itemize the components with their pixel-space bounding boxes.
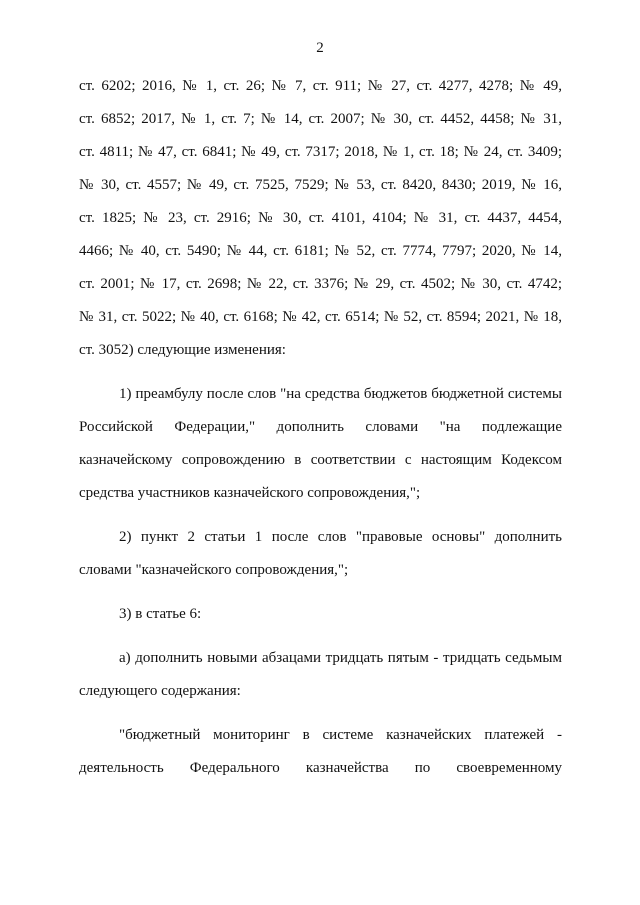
text-line: ст. 1825; № 23, ст. 2916; № 30, ст. 4101, 4104; № 31, ст. 4437, 4454, — [79, 210, 562, 226]
text-line: деятельность Федерального казначейства по своевременному — [79, 760, 562, 776]
text-line: словами "казначейского сопровождения,"; — [79, 562, 349, 578]
text-line: Российской Федерации," дополнить словами "на подлежащие — [79, 419, 562, 435]
text-line: следующего содержания: — [79, 683, 241, 699]
paragraph-first-line: "бюджетный мониторинг в системе казначейских платежей - — [119, 727, 562, 743]
paragraph-first-line: 1) преамбулу после слов "на средства бюджетов бюджетной системы — [119, 386, 562, 402]
text-line: ст. 2001; № 17, ст. 2698; № 22, ст. 3376; № 29, ст. 4502; № 30, ст. 4742; — [79, 276, 562, 292]
text-line: № 30, ст. 4557; № 49, ст. 7525, 7529; № 53, ст. 8420, 8430; 2019, № 16, — [79, 177, 562, 193]
text-line: ст. 3052) следующие изменения: — [79, 342, 286, 358]
text-line: ст. 4811; № 47, ст. 6841; № 49, ст. 7317; 2018, № 1, ст. 18; № 24, ст. 3409; — [79, 144, 562, 160]
page-number: 2 — [316, 40, 324, 56]
paragraph-first-line: 2) пункт 2 статьи 1 после слов "правовые основы" дополнить — [119, 529, 562, 545]
text-line: казначейскому сопровождению в соответствии с настоящим Кодексом — [79, 452, 562, 468]
text-line: ст. 6852; 2017, № 1, ст. 7; № 14, ст. 2007; № 30, ст. 4452, 4458; № 31, — [79, 111, 562, 127]
text-line: № 31, ст. 5022; № 40, ст. 6168; № 42, ст. 6514; № 52, ст. 8594; 2021, № 18, — [79, 309, 562, 325]
text-line: средства участников казначейского сопровождения,"; — [79, 485, 421, 501]
text-line: 4466; № 40, ст. 5490; № 44, ст. 6181; № 52, ст. 7774, 7797; 2020, № 14, — [79, 243, 562, 259]
paragraph-first-line: 3) в статье 6: — [119, 606, 202, 622]
paragraph-first-line: а) дополнить новыми абзацами тридцать пятым - тридцать седьмым — [119, 650, 562, 666]
text-line: ст. 6202; 2016, № 1, ст. 26; № 7, ст. 911; № 27, ст. 4277, 4278; № 49, — [79, 78, 562, 94]
